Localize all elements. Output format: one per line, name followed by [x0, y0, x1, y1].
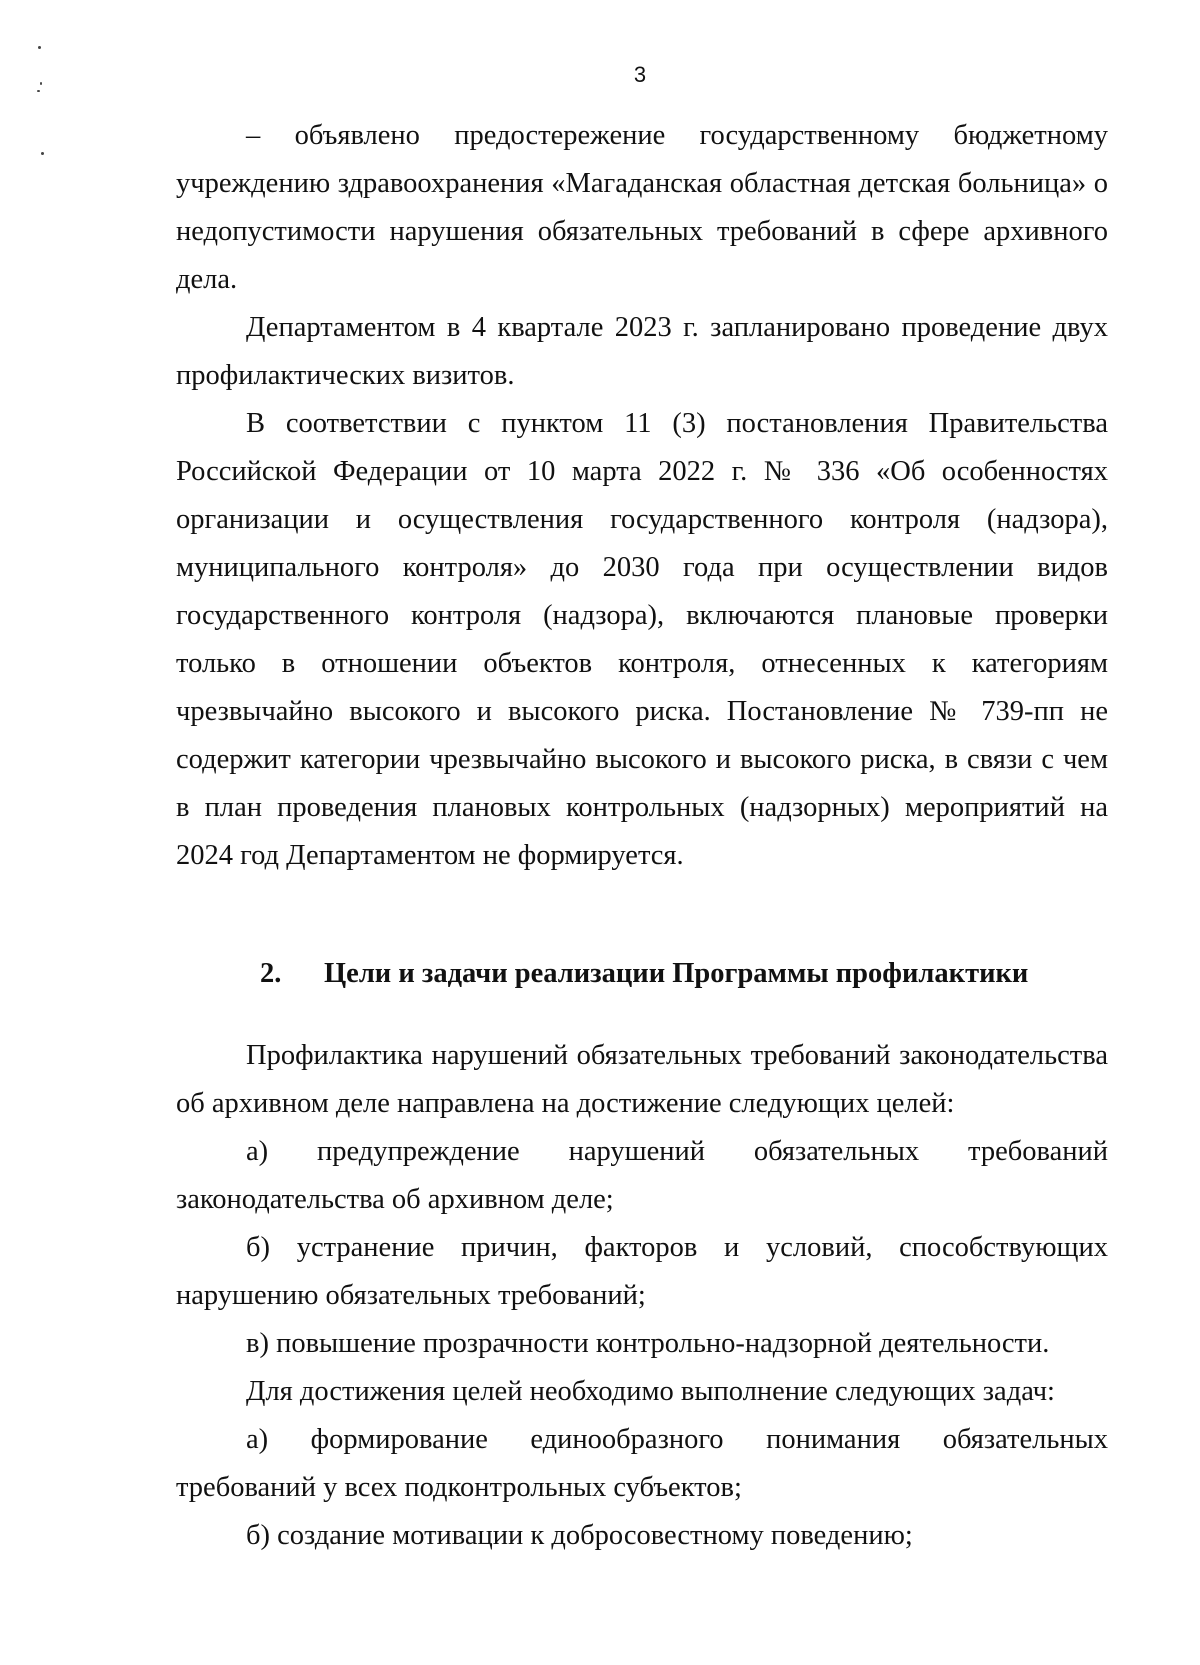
- paragraph-goals-intro: Профилактика нарушений обязательных требований законодательства об архивном деле направлена на достижение следующих целей:: [176, 1040, 1108, 1119]
- paragraph-task-a: а) формирование единообразного понимания обязательных требований у всех подконтрольных субъектов;: [176, 1424, 1108, 1503]
- page-number: 3: [633, 62, 647, 87]
- paragraph-goal-c: в) повышение прозрачности контрольно-надзорной деятельности.: [246, 1328, 1050, 1359]
- paragraph-government-decree: В соответствии с пунктом 11 (3) постановления Правительства Российской Федерации от 10 марта 2022 г. № 336 «Об особенностях организации и осуществления государственного контроля (надзора), муниципального контроля» до 2030 года при осуществлении видов государственного контроля (надзора), включаются плановые проверки только в отношении объектов контроля, отнесенных к категориям чрезвычайно высокого и высокого риска. Постановление № 739-пп не содержит категории чрезвычайно высокого и высокого риска, в связи с чем в план проведения плановых контрольных (надзорных) мероприятий на 2024 год Департаментом не формируется.: [176, 408, 1108, 871]
- section-title: Цели и задачи реализации Программы профилактики: [324, 958, 1029, 989]
- paragraph-planned-visits: Департаментом в 4 квартале 2023 г. запланировано проведение двух профилактических визитов.: [176, 312, 1108, 391]
- paragraph-tasks-intro: Для достижения целей необходимо выполнение следующих задач:: [246, 1376, 1055, 1407]
- section-heading: [176, 954, 1108, 994]
- paragraph-task-b: б) создание мотивации к добросовестному поведению;: [246, 1520, 913, 1551]
- paragraph-goal-b: б) устранение причин, факторов и условий, способствующих нарушению обязательных требований;: [176, 1232, 1108, 1311]
- scan-margin-marks: [34, 40, 54, 170]
- document-body: [176, 112, 1108, 1560]
- paragraph-goal-a: а) предупреждение нарушений обязательных требований законодательства об архивном деле;: [176, 1136, 1108, 1215]
- section-number: 2.: [260, 958, 282, 989]
- paragraph-warning-issued: – объявлено предостережение государственному бюджетному учреждению здравоохранения «Магаданская областная детская больница» о недопустимости нарушения обязательных требований в сфере архивного дела.: [176, 120, 1108, 295]
